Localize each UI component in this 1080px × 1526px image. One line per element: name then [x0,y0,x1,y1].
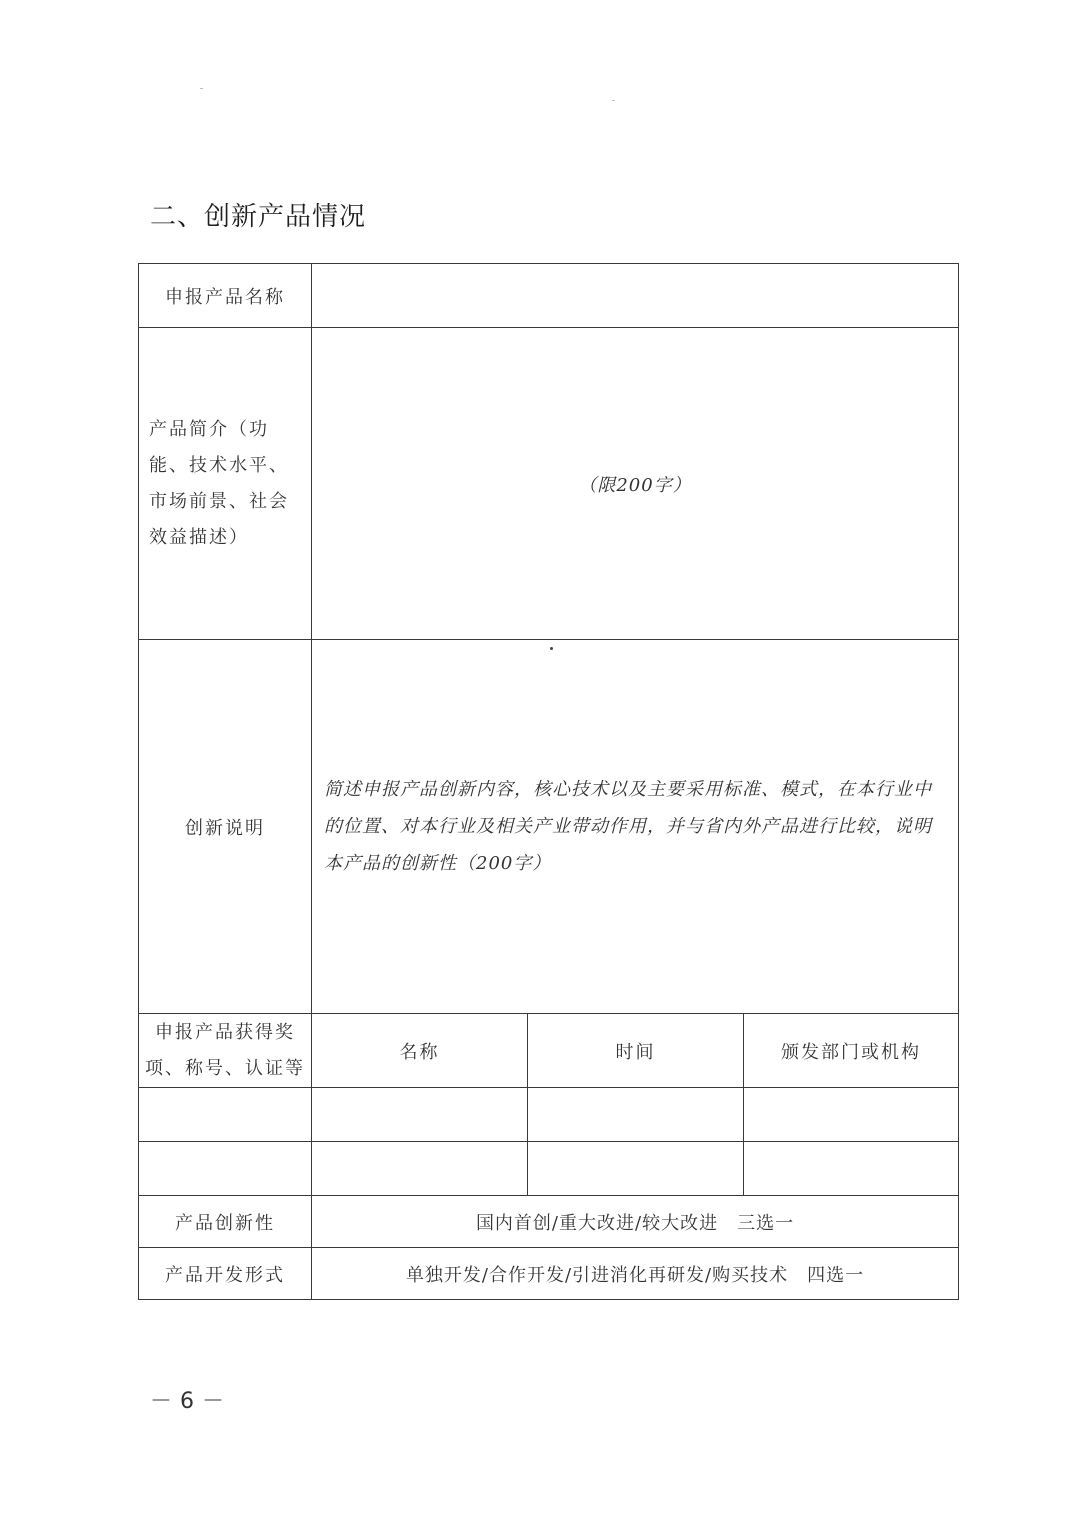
development-options[interactable]: 单独开发/合作开发/引进消化再研发/购买技术 四选一 [312,1248,959,1300]
awards-entry-row [139,1088,959,1142]
awards-entry-name[interactable] [312,1142,528,1196]
scan-speck [200,88,203,89]
awards-col-time: 时间 [528,1014,744,1088]
product-info-table [138,263,959,1300]
innovation-field[interactable]: 简述申报产品创新内容，核心技术以及主要采用标准、模式，在本行业中的位置、对本行业及相关产业带动作用，并与省内外产品进行比较，说明本产品的创新性（200字） [312,640,959,1014]
awards-entry-issuer[interactable] [744,1142,959,1196]
awards-entry-issuer[interactable] [744,1088,959,1142]
awards-col-name: 名称 [312,1014,528,1088]
awards-label: 申报产品获得奖项、称号、认证等 [139,1014,312,1088]
awards-entry-time[interactable] [528,1142,744,1196]
innovation-label: 创新说明 [139,640,312,1014]
awards-col-issuer: 颁发部门或机构 [744,1014,959,1088]
product-name-label: 申报产品名称 [139,264,312,328]
product-intro-label: 产品简介（功能、技术水平、市场前景、社会效益描述） [139,328,312,640]
awards-entry-time[interactable] [528,1088,744,1142]
row-product-intro [139,328,959,640]
development-label: 产品开发形式 [139,1248,312,1300]
row-development [139,1248,959,1300]
scan-speck [612,100,615,101]
row-product-name [139,264,959,328]
innovativeness-label: 产品创新性 [139,1196,312,1248]
awards-entry-name[interactable] [312,1088,528,1142]
awards-entry-row [139,1142,959,1196]
row-awards-header [139,1014,959,1088]
product-intro-field[interactable]: （限200字） [312,328,959,640]
row-innovativeness [139,1196,959,1248]
product-name-field[interactable] [312,264,959,328]
section-heading: 二、创新产品情况 [150,202,367,232]
scan-dot [550,647,553,650]
innovativeness-options[interactable]: 国内首创/重大改进/较大改进 三选一 [312,1196,959,1248]
page-number: －6－ [150,1389,232,1414]
awards-entry-blank [139,1142,312,1196]
row-innovation [139,640,959,1014]
awards-entry-blank [139,1088,312,1142]
